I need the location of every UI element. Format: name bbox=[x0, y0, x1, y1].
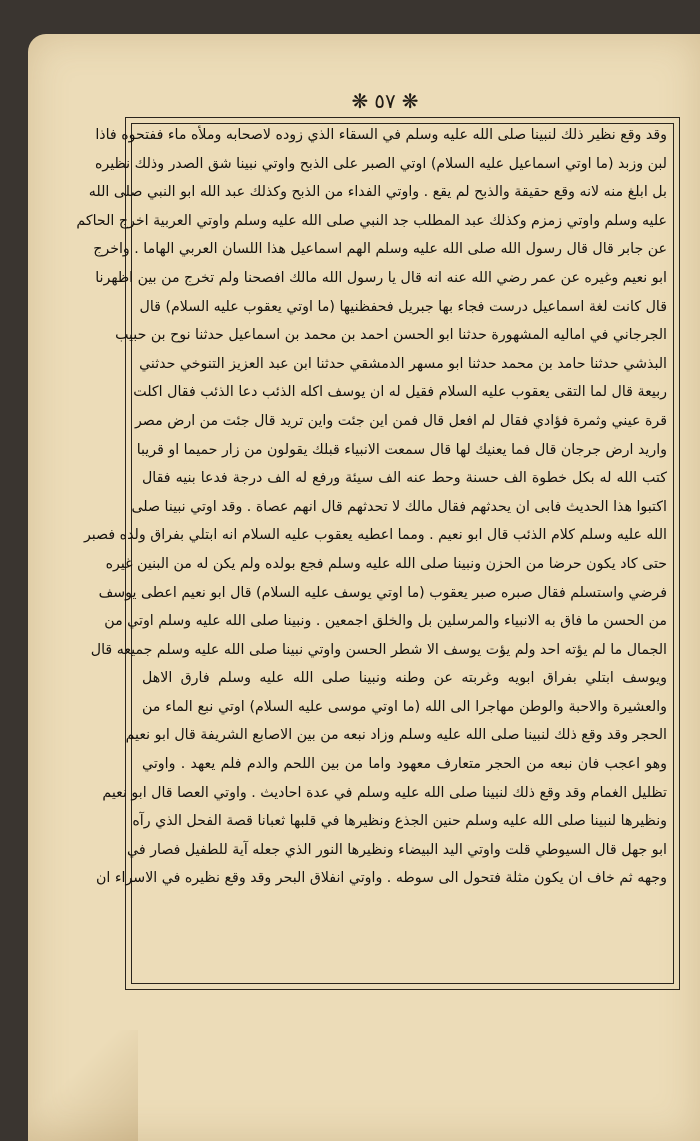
text-line: بل ابلغ منه لانه وقع حقيقة والذبح لم يقع . واوتي الفداء من الذبح وكذلك عبد الله ابو النبي صلى الله bbox=[88, 184, 667, 201]
text-line: كتب الله له بكل خطوة الف حسنة وحط عنه الف سيئة ورفع له الف درجة فدعا بنيه فقال bbox=[142, 470, 667, 487]
text-line: واريد ارض جرجان قال فما يعنيك لها قال سمعت الانبياء قبلك يقولون من زار حميما او قريبا bbox=[136, 441, 667, 458]
text-line: ونظيرها لنبينا صلى الله عليه وسلم حنين الجذع ونظيرها في قلبها ثعبانا قصة الفحل الذي رآه bbox=[132, 813, 667, 830]
page-number: ٥٧ bbox=[374, 89, 396, 113]
text-line: ابو جهل قال السيوطي قلت واوتي اليد البيضاء ونظيرها النور الذي جعله آية للطفيل فصار في bbox=[127, 841, 667, 858]
text-line: البذشي حدثنا حامد بن محمد حدثنا ابو مسهر الدمشقي حدثنا ابن عبد العزيز التنوخي حدثني bbox=[139, 355, 667, 372]
ornament-left-icon: ❋ bbox=[351, 89, 369, 113]
text-line: عليه وسلم واوتي زمزم وكذلك عبد المطلب جد النبي صلى الله عليه وسلم واوتي العربية اخرج الحاكم bbox=[76, 212, 667, 229]
text-line: ابو نعيم وغيره عن عمر رضي الله عنه انه قال يا رسول الله مالك افصحنا ولم تخرج من بين اظهرنا bbox=[95, 269, 667, 286]
text-line: قرة عيني وثمرة فؤادي فقال لم افعل قال فمن اين جئت واين تريد قال جئت من ارض مصر bbox=[134, 412, 667, 429]
text-line: وقد وقع نظير ذلك لنبينا صلى الله عليه وسلم في السقاء الذي زوده لاصحابه وملأه ماء ففتحوه فاذا bbox=[95, 127, 667, 143]
text-line: والعشيرة والاحبة والوطن مهاجرا الى الله (ما اوتي موسى عليه السلام) اوتي نبع الماء من bbox=[142, 698, 667, 715]
page-header bbox=[330, 88, 440, 114]
text-line: قال كانت لغة اسماعيل درست فجاء بها جبريل فحفظنيها (ما اوتي يعقوب عليه السلام) قال bbox=[139, 298, 667, 315]
page-corner-fold bbox=[28, 1030, 138, 1141]
text-line: وهو اعجب فان نبعه من الحجر متعارف معهود واما من بين اللحم والدم فلم يعهد . واوتي bbox=[142, 756, 667, 773]
text-line: تظليل الغمام وقد وقع ذلك لنبينا صلى الله عليه وسلم في عدة احاديث . واوتي العصا قال ابو نعيم bbox=[102, 784, 667, 801]
ornament-right-icon: ❋ bbox=[401, 89, 419, 113]
text-line: اكتبوا هذا الحديث فابى ان يحدثهم فقال مالك لا تحدثهم قال انهم عصاة . وقد اوتي نبينا صلى bbox=[131, 498, 667, 515]
text-line: الله عليه وسلم كلام الذئب قال ابو نعيم . ومما اعطيه يعقوب عليه السلام انه ابتلي بفراق ولده فصبر bbox=[83, 527, 667, 544]
text-line: ربيعة قال لما التقى يعقوب عليه السلام فقيل له ان يوسف اكله الذئب دعا الذئب فقال اكلت bbox=[133, 384, 667, 401]
text-line: من الحسن ما فاق به الانبياء والمرسلين بل والخلق اجمعين . ونبينا صلى الله عليه وسلم اوتي من bbox=[104, 613, 667, 630]
text-line: ويوسف ابتلي بفراق ابويه وغربته عن وطنه ونبينا صلى الله عليه وسلم فارق الاهل bbox=[142, 670, 667, 687]
body-text bbox=[76, 121, 667, 893]
text-line: الجرجاني في اماليه المشهورة حدثنا ابو الحسن احمد بن محمد بن اسماعيل حدثنا نوح بن حبيب bbox=[115, 327, 667, 344]
text-line: حتى كاد يكون حرضا من الحزن ونبينا صلى الله عليه وسلم فجع بولده ولم يكن له من البنين غيره bbox=[105, 555, 667, 572]
text-line: فرضي واستسلم فقال صبره صبر يعقوب (ما اوتي يوسف عليه السلام) قال ابو نعيم اعطى يوسف bbox=[98, 584, 667, 601]
text-line: عن جابر قال قال رسول الله صلى الله عليه وسلم الهم اسماعيل هذا اللسان العربي الهاما . واخرج bbox=[93, 241, 667, 258]
text-line: لبن وزبد (ما اوتي اسماعيل عليه السلام) اوتي الصبر على الذبح واوتي نبينا شق الصدر وذلك نظيره bbox=[94, 155, 667, 172]
text-line: الحجر وقد وقع ذلك لنبينا صلى الله عليه وسلم وزاد نبعه من بين الاصابع الشريفة قال ابو نعيم bbox=[125, 727, 667, 744]
text-line: وجهه ثم خاف ان يكون مثلة فتحول الى سوطه . واوتي انفلاق البحر وقد وقع نظيره في الاسراء ان bbox=[96, 870, 667, 887]
text-line: الجمال ما لم يؤته احد ولم يؤت يوسف الا شطر الحسن واوتي نبينا صلى الله عليه وسلم جميعه قال bbox=[90, 641, 667, 658]
